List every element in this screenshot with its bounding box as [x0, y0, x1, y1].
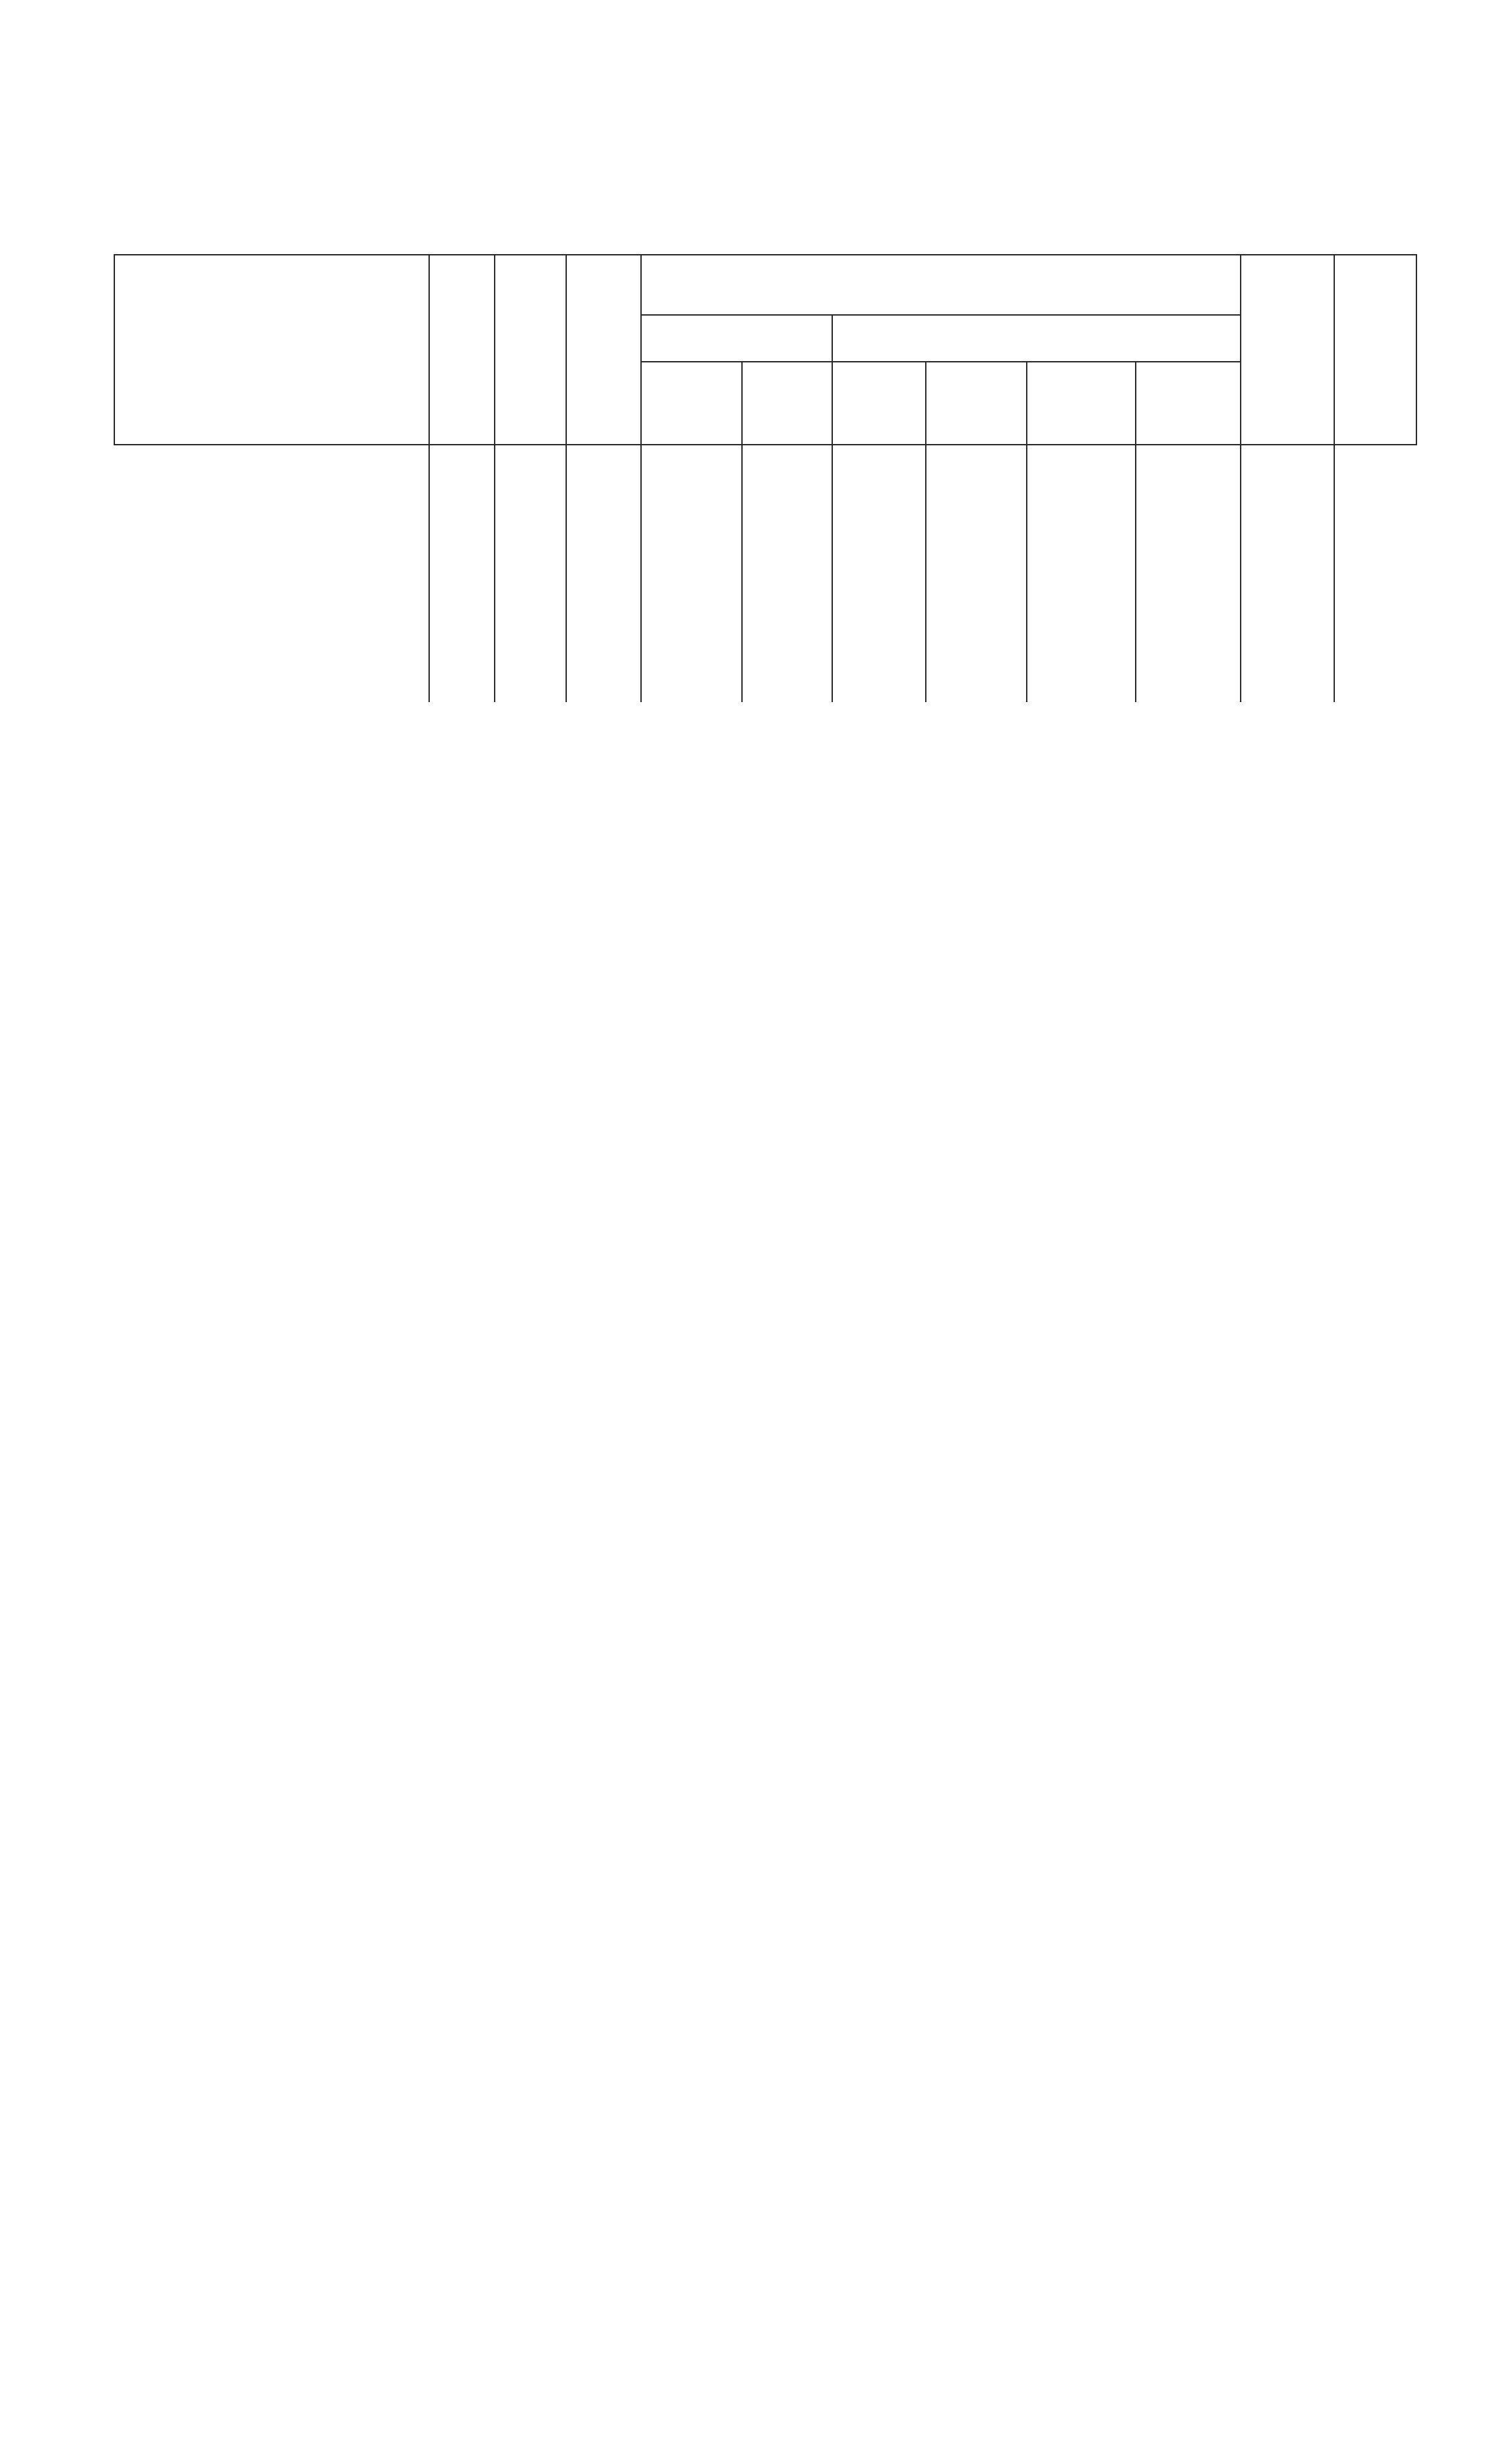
otago-heading: [114, 469, 429, 492]
header-expected-cost: [832, 362, 926, 445]
aos-section: [114, 563, 1416, 610]
valuation-table-wrapper: [114, 254, 1417, 702]
valuation-statistics-table: [114, 254, 1417, 702]
section-heading-row: [114, 587, 1416, 610]
section-heading-row: [114, 679, 1416, 702]
header-sickness: [832, 315, 1241, 362]
section-heading-row: [114, 657, 1416, 679]
section-heading-row: [114, 634, 1416, 657]
section-heading-row: [114, 540, 1416, 563]
uaod-heading-1: [114, 657, 429, 679]
header-difference: [1027, 362, 1136, 445]
section-heading-row: [114, 469, 1416, 492]
header-surplus: [1241, 255, 1334, 445]
header-percentage: [1136, 362, 1241, 445]
uaod-section: [114, 610, 1416, 702]
header-members: [429, 255, 495, 445]
header-actual-cost: [926, 362, 1027, 445]
header-actual-deaths: [742, 362, 832, 445]
courts-heading: [114, 540, 429, 563]
header-contribution: [566, 255, 641, 445]
header-name: [114, 255, 429, 445]
header-previous: [1334, 255, 1416, 445]
header-mortality: [641, 315, 832, 362]
table-body: [114, 445, 1416, 492]
uaod-label: [114, 634, 429, 657]
header-expected-deaths: [641, 362, 742, 445]
table-header: [114, 255, 1416, 445]
aos-label: [114, 587, 429, 610]
header-age: [495, 255, 566, 445]
aggregate-section: [114, 492, 1416, 563]
header-comparison: [641, 255, 1241, 315]
uaod-heading-2: [114, 679, 429, 702]
